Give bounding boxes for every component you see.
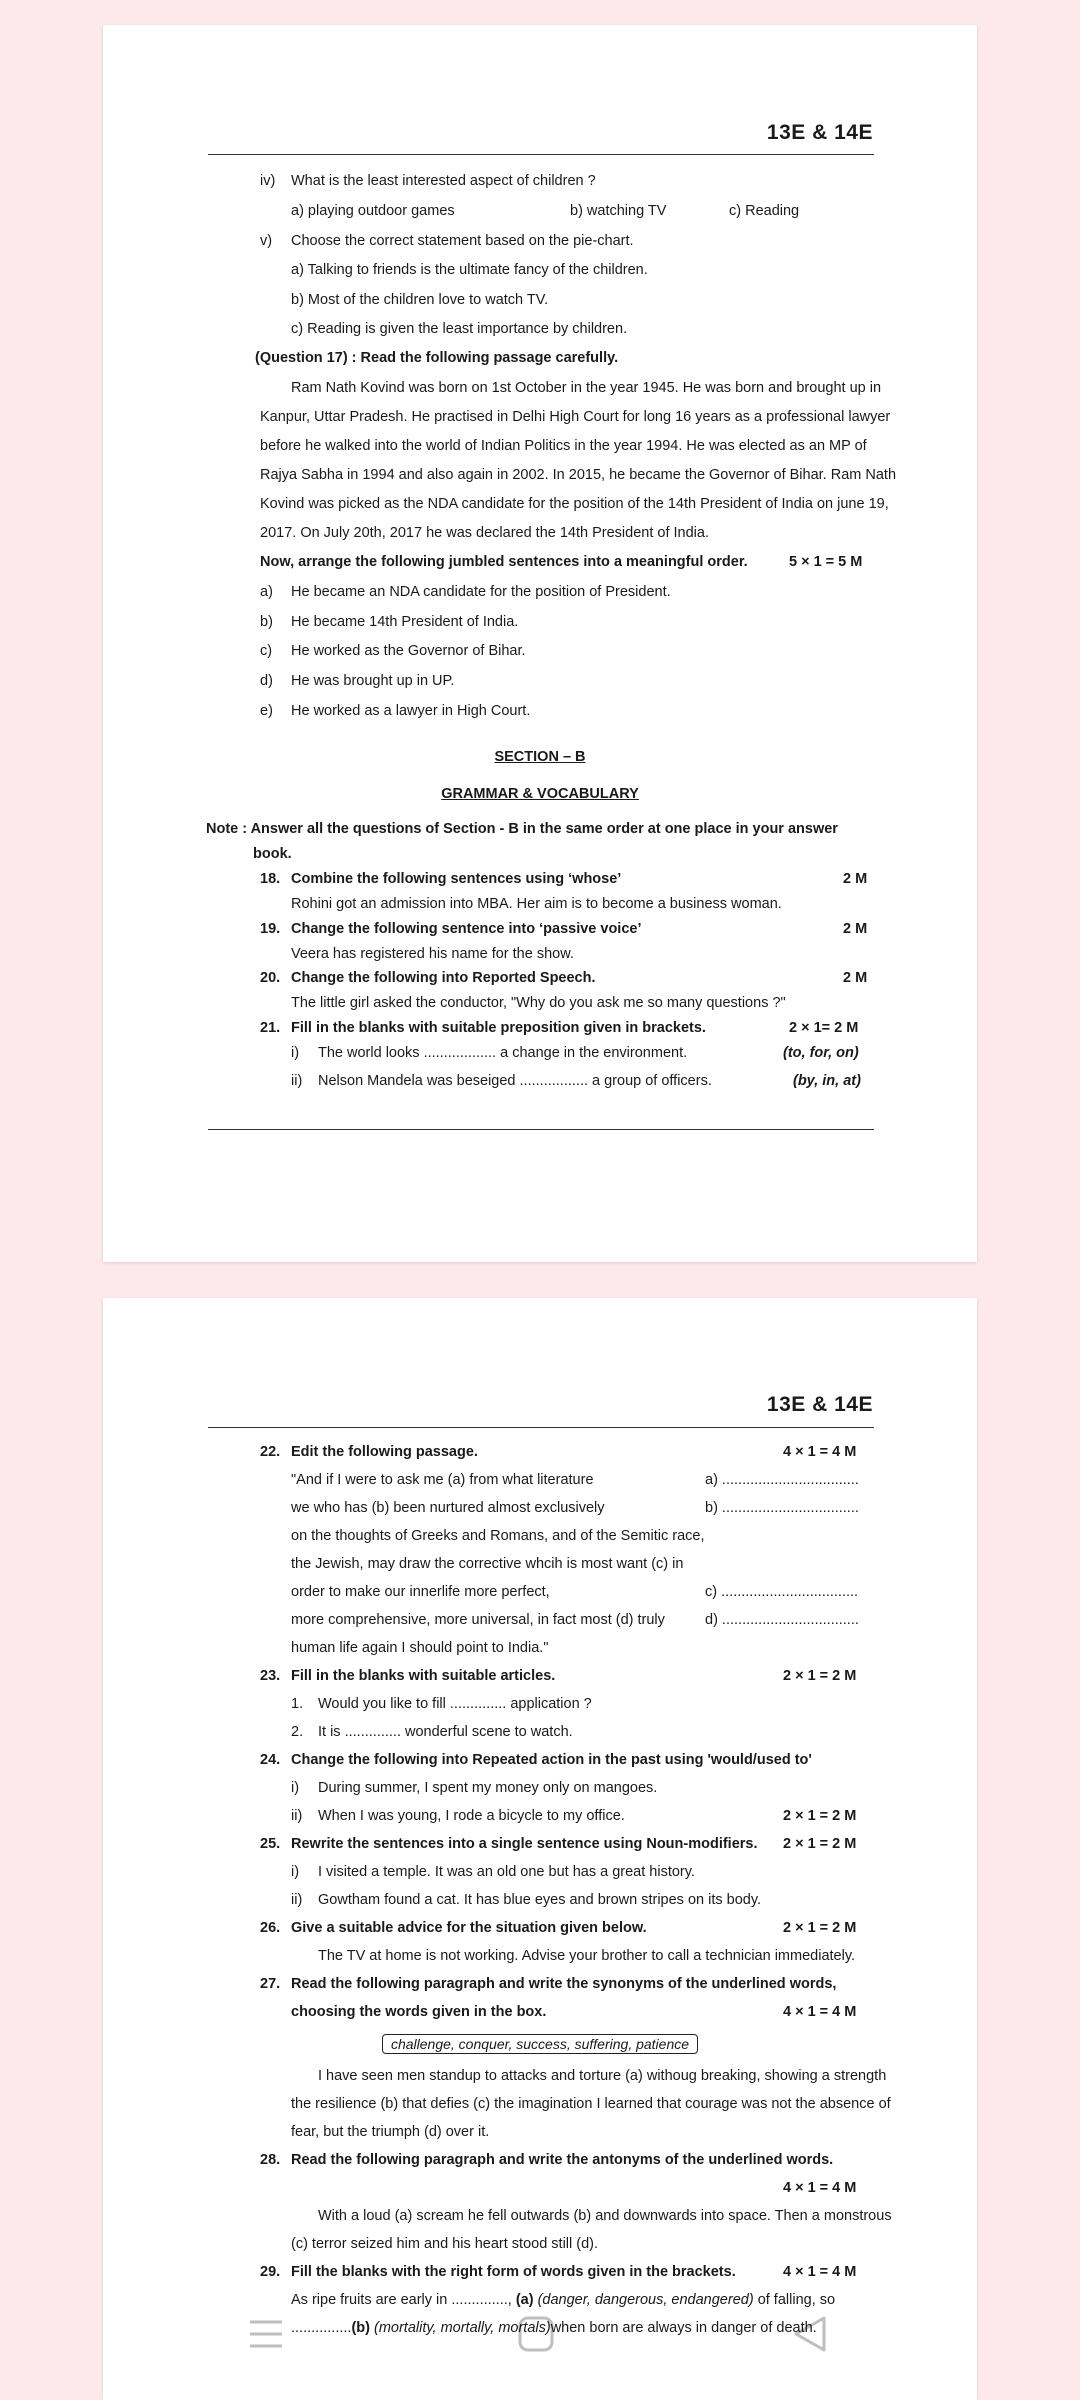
- jumbled-sentence: He worked as a lawyer in High Court.: [291, 703, 531, 719]
- fill-sentence: Nelson Mandela was beseiged ................. a group of officers.: [318, 1073, 712, 1089]
- question-title: Give a suitable advice for the situation given below.: [291, 1920, 647, 1936]
- item-label: 1.: [291, 1696, 304, 1712]
- question-body: Veera has registered his name for the show.: [291, 946, 574, 962]
- statement-a: a) Talking to friends is the ultimate fancy of the children.: [291, 262, 648, 278]
- paragraph-line: (c) terror seized him and his heart stood still (d).: [291, 2236, 599, 2252]
- blank-marker: (a): [515, 2292, 534, 2308]
- blank-marker: (b): [351, 2320, 370, 2336]
- question-number: 19.: [260, 921, 281, 937]
- question-number: 27.: [260, 1976, 281, 1992]
- fill-sentence: Would you like to fill .............. application ?: [318, 1696, 592, 1712]
- marks-label: 4 × 1 = 4 M: [783, 2180, 857, 2196]
- question-number: 24.: [260, 1752, 281, 1768]
- option-a: a) playing outdoor games: [291, 203, 455, 219]
- jumbled-sentence: He was brought up in UP.: [291, 673, 455, 689]
- question-body: The little girl asked the conductor, "Why do you ask me so many questions ?": [291, 995, 786, 1011]
- word-box: challenge, conquer, success, suffering, patience: [382, 2034, 698, 2054]
- marks-label: 2 M: [843, 921, 868, 937]
- passage-line: we who has (b) been nurtured almost exclusively: [291, 1500, 605, 1516]
- question-number: 22.: [260, 1444, 281, 1460]
- item-label: a): [260, 584, 273, 600]
- passage-line: the Jewish, may draw the corrective whcih is most want (c) in: [291, 1556, 684, 1572]
- answer-blank-a: a) ..................................: [705, 1472, 859, 1488]
- fill-blank-text: of falling, so: [757, 2292, 836, 2308]
- subsection-heading: GRAMMAR & VOCABULARY: [441, 786, 639, 802]
- fill-sentence: The world looks .................. a change in the environment.: [318, 1045, 688, 1061]
- item-label: ii): [291, 1073, 303, 1089]
- question-body: When I was young, I rode a bicycle to my office.: [318, 1808, 625, 1824]
- question-title: Fill in the blanks with suitable preposition given in brackets.: [291, 1020, 706, 1036]
- jumbled-sentence: He worked as the Governor of Bihar.: [291, 643, 526, 659]
- passage-line: "And if I were to ask me (a) from what literature: [291, 1472, 594, 1488]
- passage-line: before he walked into the world of Indian Politics in the year 1994. He was elected as an MP of: [260, 438, 867, 454]
- question-title: Combine the following sentences using ‘whose’: [291, 871, 622, 887]
- marks-label: 2 M: [843, 970, 868, 986]
- question-number: iv): [260, 173, 276, 189]
- question-title: Fill the blanks with the right form of words given in the brackets.: [291, 2264, 736, 2280]
- item-label: 2.: [291, 1724, 304, 1740]
- footer-rule: [208, 1129, 874, 1130]
- note-line: Note : Answer all the questions of Section - B in the same order at one place in your answer: [206, 821, 838, 837]
- question-number: 23.: [260, 1668, 281, 1684]
- question-title: choosing the words given in the box.: [291, 2004, 547, 2020]
- question-number: 26.: [260, 1920, 281, 1936]
- jumbled-sentence: He became an NDA candidate for the position of President.: [291, 584, 671, 600]
- preposition-options: (to, for, on): [783, 1045, 859, 1061]
- marks-label: 2 × 1 = 2 M: [783, 1920, 857, 1936]
- marks-label: 4 × 1 = 4 M: [783, 2004, 857, 2020]
- question-number: 21.: [260, 1020, 281, 1036]
- item-label: i): [291, 1045, 300, 1061]
- item-label: ii): [291, 1808, 303, 1824]
- marks-label: 4 × 1 = 4 M: [783, 2264, 857, 2280]
- document-page-1: [103, 25, 977, 1262]
- marks-label: 5 × 1 = 5 M: [789, 554, 863, 570]
- passage-line: Ram Nath Kovind was born on 1st October in the year 1945. He was born and brought up in: [291, 380, 882, 396]
- word-options: (mortality, mortally, mortals): [373, 2320, 551, 2336]
- question-title: Edit the following passage.: [291, 1444, 478, 1460]
- section-heading: SECTION – B: [494, 749, 586, 765]
- question-number: 18.: [260, 871, 281, 887]
- passage-line: Kovind was picked as the NDA candidate for the position of the 14th President of India on june 19,: [260, 496, 889, 512]
- question-body: During summer, I spent my money only on mangoes.: [318, 1780, 658, 1796]
- paragraph-line: I have seen men standup to attacks and torture (a) withoug breaking, showing a strength: [318, 2068, 887, 2084]
- item-label: ii): [291, 1892, 303, 1908]
- question-text: Choose the correct statement based on the pie-chart.: [291, 233, 634, 249]
- header-rule: [208, 154, 874, 155]
- paragraph-line: the resilience (b) that defies (c) the imagination I learned that courage was not the absence of: [291, 2096, 891, 2112]
- fill-blank-text: As ripe fruits are early in ..............,: [291, 2292, 512, 2308]
- statement-c: c) Reading is given the least importance by children.: [291, 321, 628, 337]
- answer-blank-c: c) ..................................: [705, 1584, 859, 1600]
- marks-label: 2 M: [843, 871, 868, 887]
- question-title: Read the following paragraph and write the antonyms of the underlined words.: [291, 2152, 834, 2168]
- page-header-code: 13E & 14E: [766, 1393, 873, 1416]
- word-options: (danger, dangerous, endangered): [537, 2292, 754, 2308]
- passage-line: on the thoughts of Greeks and Romans, and of the Semitic race,: [291, 1528, 705, 1544]
- question-number: 28.: [260, 2152, 281, 2168]
- jumbled-sentence: He became 14th President of India.: [291, 614, 519, 630]
- question-title: Fill in the blanks with suitable articles.: [291, 1668, 556, 1684]
- question-body: Rohini got an admission into MBA. Her aim is to become a business woman.: [291, 896, 782, 912]
- question-body: The TV at home is not working. Advise your brother to call a technician immediately.: [318, 1948, 856, 1964]
- document-page-2: [103, 1298, 977, 2400]
- marks-label: 2 × 1 = 2 M: [783, 1808, 857, 1824]
- recent-apps-icon[interactable]: [246, 2314, 286, 2354]
- marks-label: 4 × 1 = 4 M: [783, 1444, 857, 1460]
- question-title: Read the following paragraph and write the synonyms of the underlined words,: [291, 1976, 837, 1992]
- question-body: I visited a temple. It was an old one but has a great history.: [318, 1864, 695, 1880]
- statement-b: b) Most of the children love to watch TV.: [291, 292, 549, 308]
- fill-blank-text: ...............: [291, 2320, 352, 2336]
- answer-blank-b: b) ..................................: [705, 1500, 859, 1516]
- question-title: Rewrite the sentences into a single sentence using Noun-modifiers.: [291, 1836, 758, 1852]
- fill-blank-text: when born are always in danger of death.: [550, 2320, 817, 2336]
- page-header-code: 13E & 14E: [766, 121, 873, 144]
- paragraph-line: With a loud (a) scream he fell outwards (b) and downwards into space. Then a monstrous: [318, 2208, 892, 2224]
- header-rule: [208, 1427, 874, 1428]
- question-number: 29.: [260, 2264, 281, 2280]
- item-label: b): [260, 614, 273, 630]
- question-title: Change the following sentence into ‘passive voice’: [291, 921, 642, 937]
- question-text: What is the least interested aspect of children ?: [291, 173, 596, 189]
- passage-line: 2017. On July 20th, 2017 he was declared the 14th President of India.: [260, 525, 709, 541]
- question-body: Gowtham found a cat. It has blue eyes and brown stripes on its body.: [318, 1892, 762, 1908]
- item-label: i): [291, 1864, 300, 1880]
- question-title: Change the following into Repeated action in the past using 'would/used to': [291, 1752, 812, 1768]
- item-label: e): [260, 703, 273, 719]
- question-17-instruction: Now, arrange the following jumbled sentences into a meaningful order.: [260, 554, 748, 570]
- preposition-options: (by, in, at): [793, 1073, 861, 1089]
- note-line: book.: [253, 846, 292, 862]
- passage-line: Kanpur, Uttar Pradesh. He practised in Delhi High Court for long 16 years as a professional lawyer: [260, 409, 891, 425]
- item-label: d): [260, 673, 273, 689]
- item-label: i): [291, 1780, 300, 1796]
- item-label: c): [260, 643, 273, 659]
- marks-label: 2 × 1 = 2 M: [783, 1836, 857, 1852]
- passage-line: human life again I should point to India.": [291, 1640, 549, 1656]
- question-number: 20.: [260, 970, 281, 986]
- option-b: b) watching TV: [570, 203, 667, 219]
- question-number: v): [260, 233, 273, 249]
- back-icon[interactable]: [790, 2314, 830, 2354]
- passage-line: more comprehensive, more universal, in fact most (d) truly: [291, 1612, 665, 1628]
- system-navigation-bar: [0, 2300, 1080, 2400]
- marks-label: 2 × 1 = 2 M: [783, 1668, 857, 1684]
- question-number: 25.: [260, 1836, 281, 1852]
- question-17-title: (Question 17) : Read the following passage carefully.: [255, 350, 619, 366]
- fill-sentence: It is .............. wonderful scene to watch.: [318, 1724, 573, 1740]
- passage-line: order to make our innerlife more perfect,: [291, 1584, 550, 1600]
- answer-blank-d: d) ..................................: [705, 1612, 859, 1628]
- home-icon[interactable]: [516, 2314, 556, 2354]
- passage-line: Rajya Sabha in 1994 and also again in 2002. In 2015, he became the Governor of Bihar. Ram Nath: [260, 467, 897, 483]
- marks-label: 2 × 1= 2 M: [789, 1020, 859, 1036]
- paragraph-line: fear, but the triumph (d) over it.: [291, 2124, 490, 2140]
- option-c: c) Reading: [729, 203, 800, 219]
- question-title: Change the following into Reported Speech.: [291, 970, 596, 986]
